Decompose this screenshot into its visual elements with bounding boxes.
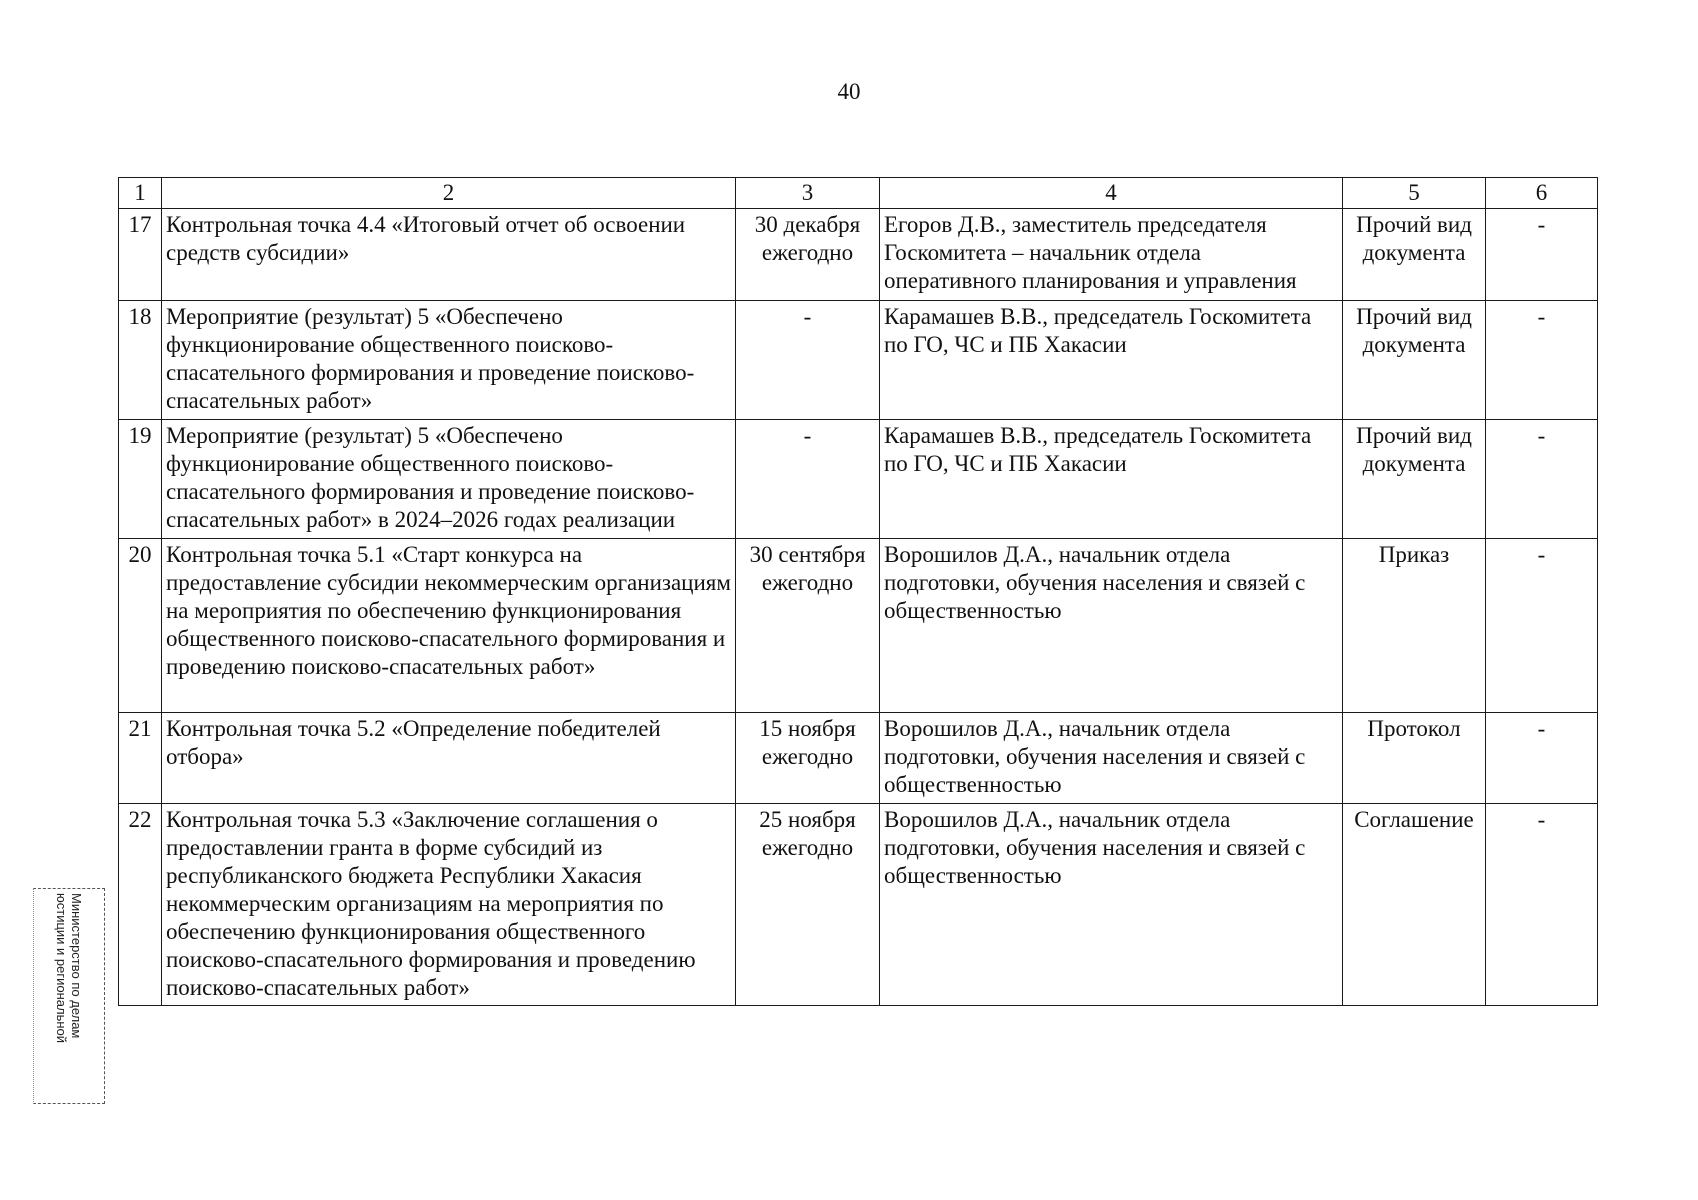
table-row — [119, 301, 1598, 420]
page-number: 40 — [837, 79, 861, 104]
column-number-6: 6 — [1486, 178, 1598, 209]
table-row — [119, 209, 1598, 301]
row-number: 20 — [119, 539, 162, 713]
due-date: - — [736, 301, 880, 420]
table-row — [119, 420, 1598, 539]
column-6-value: - — [1486, 713, 1598, 804]
column-6-value: - — [1486, 539, 1598, 713]
row-number: 19 — [119, 420, 162, 539]
event-name: Мероприятие (результат) 5 «Обеспечено функционирование общественного поисково-спасательного формирования и проведение поисково-спасательных работ» в 2024–2026 годах реализации — [162, 420, 736, 539]
registration-stamp — [33, 888, 105, 1104]
control-points-table — [118, 177, 1598, 1006]
column-number-3: 3 — [736, 178, 880, 209]
table-row — [119, 804, 1598, 1006]
event-name: Мероприятие (результат) 5 «Обеспечено функционирование общественного поисково-спасательного формирования и проведение поисково-спасательных работ» — [162, 301, 736, 420]
column-number-1: 1 — [119, 178, 162, 209]
document-type: Протокол — [1343, 713, 1486, 804]
row-number: 18 — [119, 301, 162, 420]
row-number: 22 — [119, 804, 162, 1006]
stamp-line-2: юстиции и региональной — [54, 893, 69, 1044]
responsible-person: Егоров Д.В., заместитель председателя Госкомитета – начальник отдела оперативного планирования и управления — [880, 209, 1343, 301]
row-number: 17 — [119, 209, 162, 301]
due-date: 25 ноября ежегодно — [736, 804, 880, 1006]
document-type: Прочий вид документа — [1343, 209, 1486, 301]
document-type: Прочий вид документа — [1343, 420, 1486, 539]
responsible-person: Ворошилов Д.А., начальник отдела подготовки, обучения населения и связей с общественностью — [880, 804, 1343, 1006]
event-name: Контрольная точка 5.2 «Определение победителей отбора» — [162, 713, 736, 804]
column-number-4: 4 — [880, 178, 1343, 209]
row-number: 21 — [119, 713, 162, 804]
registration-stamp-text — [54, 893, 84, 1099]
document-type: Прочий вид документа — [1343, 301, 1486, 420]
column-6-value: - — [1486, 420, 1598, 539]
column-number-2: 2 — [162, 178, 736, 209]
table-header-row — [119, 178, 1598, 209]
column-6-value: - — [1486, 301, 1598, 420]
document-type: Приказ — [1343, 539, 1486, 713]
due-date: 30 декабря ежегодно — [736, 209, 880, 301]
column-number-5: 5 — [1343, 178, 1486, 209]
column-6-value: - — [1486, 209, 1598, 301]
event-name: Контрольная точка 4.4 «Итоговый отчет об освоении средств субсидии» — [162, 209, 736, 301]
responsible-person: Карамашев В.В., председатель Госкомитета по ГО, ЧС и ПБ Хакасии — [880, 420, 1343, 539]
due-date: 30 сентября ежегодно — [736, 539, 880, 713]
responsible-person: Карамашев В.В., председатель Госкомитета по ГО, ЧС и ПБ Хакасии — [880, 301, 1343, 420]
due-date: 15 ноября ежегодно — [736, 713, 880, 804]
column-6-value: - — [1486, 804, 1598, 1006]
document-type: Соглашение — [1343, 804, 1486, 1006]
stamp-line-1: Министерство по делам — [69, 893, 84, 1039]
due-date: - — [736, 420, 880, 539]
event-name: Контрольная точка 5.1 «Старт конкурса на предоставление субсидии некоммерческим организациям на мероприятия по обеспечению функционирования общественного поисково-спасательного формирования и проведению поисково-спасательных работ» — [162, 539, 736, 713]
responsible-person: Ворошилов Д.А., начальник отдела подготовки, обучения населения и связей с общественностью — [880, 713, 1343, 804]
event-name: Контрольная точка 5.3 «Заключение соглашения о предоставлении гранта в форме субсидий из республиканского бюджета Республики Хакасия некоммерческим организациям на мероприятия по обеспечению функционирования общественного поисково-спасательного формирования и проведению поисково-спасательных работ» — [162, 804, 736, 1006]
table-row — [119, 713, 1598, 804]
responsible-person: Ворошилов Д.А., начальник отдела подготовки, обучения населения и связей с общественностью — [880, 539, 1343, 713]
table-row — [119, 539, 1598, 713]
